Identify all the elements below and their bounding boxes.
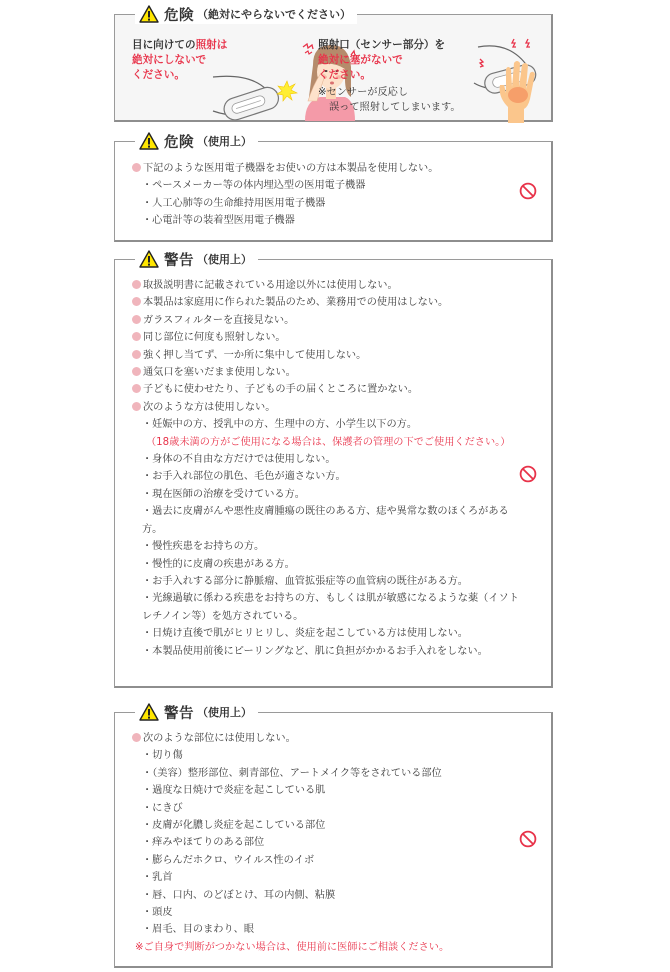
list-subitem: ・にきび (142, 802, 183, 814)
sensor-warning-line1: 照射口（センサー部分）を (318, 39, 446, 51)
list-item (132, 312, 522, 329)
under-18-note: （18歳未満の方がご使用になる場合は、保護者の管理の下でご使用ください。） (146, 436, 511, 448)
bullet-dot (132, 163, 141, 172)
list-subitem: ・頭皮 (142, 907, 173, 919)
warning-usage-box-1 (114, 252, 553, 688)
sensor-warning-text (318, 38, 445, 83)
sensor-warning-line3: ください。 (318, 69, 371, 81)
item-list (132, 277, 522, 660)
item-text: 取扱説明書に記載されている用途以外には使用しない。 (143, 280, 398, 291)
bullet-dot (132, 350, 141, 359)
list-item (132, 160, 438, 177)
list-subitem: ・痒みやほてりのある部位 (142, 837, 265, 849)
danger-absolute-box (114, 7, 553, 122)
list-item (132, 277, 522, 294)
eye-warning-line1: 目に向けての (132, 39, 196, 51)
consult-doctor-note: ※ご自身で判断がつかない場合は、使用前に医師にご相談ください。 (135, 941, 450, 953)
section-title: 危険 (164, 134, 194, 151)
item-text: 下記のような医用電子機器をお使いの方は本製品を使用しない。 (143, 163, 439, 174)
item-text: 通気口を塞いだまま使用しない。 (143, 367, 296, 379)
list-subitem: ・眉毛、目のまわり、眼 (142, 924, 255, 936)
list-subitem: ・心電計等の装着型医用電子機器 (142, 215, 295, 227)
warning-triangle-icon (139, 250, 159, 268)
list-item (132, 730, 449, 747)
sensor-note (318, 85, 461, 115)
list-subitem: ・人工心肺等の生命維持用医用電子機器 (142, 197, 326, 209)
sensor-note-line2: 誤って照射してしまいます。 (329, 102, 461, 113)
bullet-dot (132, 402, 141, 411)
warning-triangle-icon (139, 132, 159, 150)
bullet-dot (132, 315, 141, 324)
section-title: 危険 (164, 7, 194, 24)
item-text: 同じ部位に何度も照射しない。 (143, 332, 286, 344)
bullet-dot (132, 280, 141, 289)
bullet-dot (132, 332, 141, 341)
bullet-dot (132, 367, 141, 376)
list-subitem: ・過去に皮膚がんや悪性皮膚腫瘍の既往のある方、痣や異常な数のほくろがある方。 (142, 506, 509, 535)
list-subitem: ・慢性的に皮膚の疾患がある方。 (142, 558, 295, 570)
list-subitem: ・過度な日焼けで炎症を起こしている肌 (142, 785, 326, 797)
item-text: 次のような方は使用しない。 (143, 401, 276, 413)
list-subitem: ・乳首 (142, 872, 173, 884)
prohibition-icon (519, 465, 537, 483)
list-subitem: ・光線過敏に係わる疾患をお持ちの方、もしくは肌が敏感になるような薬（イソトレチノイン等）を処方されている。 (142, 593, 519, 622)
list-subitem: ・本製品使用前後にピーリングなど、肌に負担がかかるお手入れをしない。 (142, 645, 488, 657)
eye-warning-line1-red: 照射は (195, 39, 228, 51)
danger-usage-box (114, 134, 553, 242)
item-list (132, 160, 438, 230)
section-heading (135, 249, 258, 269)
item-list (132, 730, 449, 956)
list-item (132, 329, 522, 346)
list-subitem: ・ペースメーカー等の体内埋込型の医用電子機器 (142, 180, 366, 192)
list-subitem: ・お手入れ部位の肌色、毛色が適さない方。 (142, 471, 346, 483)
sensor-warning-line2: 絶対に塞がないで (318, 54, 403, 66)
list-subitem: ・膨らんだホクロ、ウイルス性のイボ (142, 854, 315, 866)
eye-warning-line3: ください。 (132, 69, 185, 81)
list-subitem: ・皮膚が化膿し炎症を起こしている部位 (142, 820, 326, 832)
section-subtitle: （使用上） (197, 706, 252, 719)
list-item (132, 364, 522, 381)
item-text: 子どもに使わせたり、子どもの手の届くところに置かない。 (143, 384, 419, 396)
list-subitem: ・現在医師の治療を受けている方。 (142, 488, 305, 500)
list-subitem: ・身体の不自由な方だけでは使用しない。 (142, 454, 336, 466)
list-subitem: ・妊娠中の方、授乳中の方、生理中の方、小学生以下の方。 (142, 419, 418, 431)
warning-triangle-icon (139, 5, 159, 23)
list-subitem: ・切り傷 (142, 750, 183, 762)
warning-triangle-icon (139, 703, 159, 721)
section-subtitle: （絶対にやらないでください） (197, 8, 351, 21)
section-title: 警告 (164, 705, 194, 722)
list-subitem: ・日焼け直後で肌がヒリヒリし、炎症を起こしている方は使用しない。 (142, 628, 468, 640)
list-subitem: ・お手入れする部分に静脈瘤、血管拡張症等の血管病の既往がある方。 (142, 575, 468, 587)
prohibition-icon (519, 830, 537, 848)
hand-covering-sensor-illustration (470, 33, 550, 123)
prohibition-icon (519, 182, 537, 200)
list-item (132, 399, 522, 416)
sensor-note-line1: ※センサーが反応し (318, 87, 409, 98)
bullet-dot (132, 733, 141, 742)
list-subitem: ・唇、口内、のどぼとけ、耳の内側、粘膜 (142, 889, 336, 901)
list-item (132, 347, 522, 364)
item-text: ガラスフィルターを直接見ない。 (143, 314, 295, 326)
warning-usage-box-2 (114, 705, 553, 968)
bullet-dot (132, 297, 141, 306)
section-heading (135, 4, 357, 24)
section-subtitle: （使用上） (197, 253, 252, 266)
section-heading (135, 702, 258, 722)
item-text: 本製品は家庭用に作られた製品のため、業務用での使用はしない。 (143, 297, 449, 309)
eye-warning-line2: 絶対にしないで (132, 54, 207, 66)
bullet-dot (132, 384, 141, 393)
list-item (132, 381, 522, 398)
section-title: 警告 (164, 252, 194, 269)
section-heading (135, 131, 258, 151)
item-text: 強く押し当てず、一か所に集中して使用しない。 (143, 349, 367, 361)
list-subitem: ・慢性疾患をお持ちの方。 (142, 541, 265, 553)
item-text: 次のような部位には使用しない。 (143, 733, 296, 744)
list-item (132, 294, 522, 311)
section-subtitle: （使用上） (197, 135, 252, 148)
list-subitem: ・（美容）整形部位、刺青部位、アートメイク等をされている部位 (142, 767, 442, 779)
